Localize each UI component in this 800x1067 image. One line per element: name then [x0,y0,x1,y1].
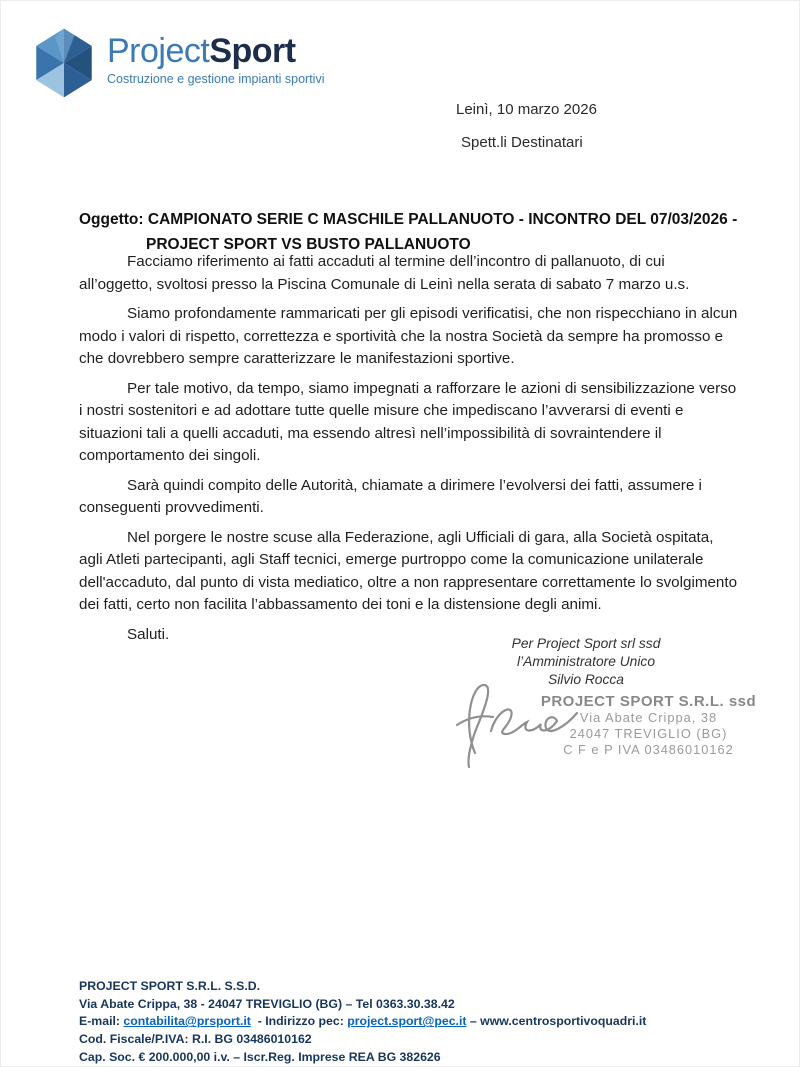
stamp-company-name: PROJECT SPORT S.R.L. ssd [540,693,757,710]
footer-address: Via Abate Crippa, 38 - 24047 TREVIGLIO (BG) – Tel 0363.30.38.42 [79,996,455,1011]
letter-body [79,251,739,653]
stamp-address: Via Abate Crippa, 38 [579,710,718,725]
footer-contacts [79,1013,759,1031]
stamp-city: 24047 TREVIGLIO (BG) [569,726,728,741]
signatory-role: l’Amministratore Unico [516,654,655,669]
footer-pec-label: - Indirizzo pec: [250,1014,348,1029]
signatory-company: Per Project Sport srl ssd [511,636,661,651]
footer-company-name: PROJECT SPORT S.R.L. S.S.D. [79,979,261,993]
letterhead-footer [79,978,759,1067]
footer-email-link[interactable]: contabilita@prsport.it [123,1014,251,1029]
handwritten-signature [453,675,588,775]
footer-pec-link[interactable]: project.sport@pec.it [347,1014,467,1029]
signatory-name: Silvio Rocca [548,672,624,687]
subject-text: CAMPIONATO SERIE C MASCHILE PALLANUOTO - INCONTRO DEL 07/03/2026 - PROJECT SPORT VS BUSTO PALLANUOTO [146,211,738,253]
signature-block [441,635,761,758]
footer-fiscal-code: Cod. Fiscale/P.IVA: R.I. BG 03486010162 [79,1032,312,1047]
letter-date: Leinì, 10 marzo 2026 [456,101,597,118]
stamp-vat: C F e P IVA 03486010162 [563,742,734,757]
logo-tagline: Costruzione e gestione impianti sportivi [107,72,325,86]
closing-salutation: Saluti. [127,625,170,643]
logo-word-sport: Sport [209,32,296,70]
letter-recipient: Spett.li Destinatari [461,134,583,151]
body-paragraph: Facciamo riferimento ai fatti accaduti al termine dell’incontro di pallanuoto, di cui all’oggetto, svoltosi presso la Piscina Comunale di Leinì nella serata di sabato 7 marzo u.s. [79,253,690,293]
projectsport-gem-icon [31,27,97,99]
body-paragraph: Siamo profondamente rammaricati per gli episodi verificatisi, che non rispecchiano in alcun modo i valori di rispetto, correttezza e sportività che la nostra Società da sempre ha promosso e che dovrebbero sempre caratterizzare le manifestazioni sportive. [79,305,738,367]
subject-label: Oggetto: [79,211,144,228]
logo-word-project: Project [107,32,210,70]
subject-line [79,207,800,257]
footer-capital: Cap. Soc. € 200.000,00 i.v. – Iscr.Reg. Imprese REA BG 382626 [79,1049,441,1064]
logo-wordmark [107,33,324,69]
logo-text [107,27,324,86]
body-paragraph: Nel porgere le nostre scuse alla Federazione, agli Ufficiali di gara, alla Società ospitata, agli Atleti partecipanti, agli Staff tecnici, emerge purtroppo come la comunicazione unilaterale dell'accaduto, dal punto di vista mediatico, oltre a non rappresentare correttamente lo svolgimento dei fatti, certo non facilita l’abbassamento dei toni e la distensione degli animi. [79,528,738,613]
body-paragraph: Sarà quindi compito delle Autorità, chiamate a dirimere l’evolversi dei fatti, assumere i conseguenti provvedimenti. [79,476,702,516]
company-logo [31,27,324,99]
footer-website: – www.centrosportivoquadri.it [466,1014,647,1029]
body-paragraph: Per tale motivo, da tempo, siamo impegnati a rafforzare le azioni di sensibilizzazione verso i nostri sostenitori e ad adottare tutte quelle misure che impediscano l’avverarsi di eventi e situazioni tali a quelli accaduti, ma essendo altresì nell’impossibilità di sovraintendere il comportamento dei singoli. [79,379,737,464]
footer-email-label: E-mail: [79,1014,124,1029]
